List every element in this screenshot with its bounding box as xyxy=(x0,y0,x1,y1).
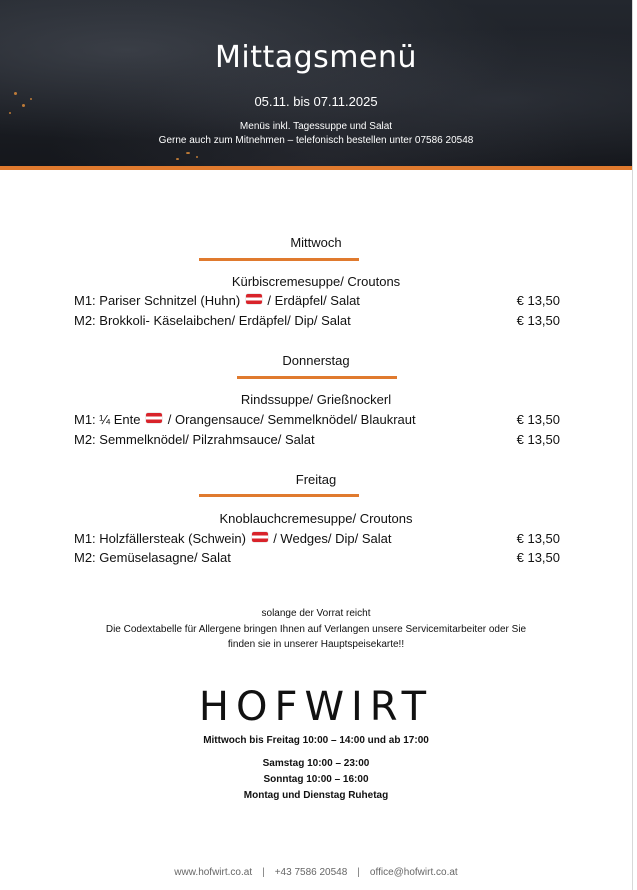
price: € 13,50 xyxy=(516,293,560,308)
hours-saturday: Samstag 10:00 – 23:00 xyxy=(262,758,370,769)
brand-logo: HOFWIRT xyxy=(198,684,434,730)
menu-row-mittwoch-m2 xyxy=(74,313,560,331)
website-link[interactable]: www.hofwirt.co.at xyxy=(174,867,253,878)
page-title: Mittagsmenü xyxy=(214,40,417,75)
austria-flag-icon xyxy=(146,413,162,423)
day-heading-mittwoch: Mittwoch xyxy=(290,235,342,250)
day-divider xyxy=(237,376,397,379)
day-heading-freitag: Freitag xyxy=(295,472,337,487)
menu-row-donnerstag-m2 xyxy=(74,432,560,450)
header-note-takeaway: Gerne auch zum Mitnehmen – telefonisch bestellen unter 07586 20548 xyxy=(158,135,474,146)
hours-weekdays: Mittwoch bis Freitag 10:00 – 14:00 und ab 17:00 xyxy=(203,735,429,746)
contact-footer xyxy=(0,867,632,878)
spark-decoration xyxy=(196,156,198,158)
dish-text: M1: Pariser Schnitzel (Huhn) / Erdäpfel/ Salat xyxy=(74,293,360,308)
hours-closed: Montag und Dienstag Ruhetag xyxy=(243,790,389,801)
date-range: 05.11. bis 07.11.2025 xyxy=(254,94,378,109)
header-banner xyxy=(0,0,632,166)
price: € 13,50 xyxy=(516,313,560,328)
price: € 13,50 xyxy=(516,531,560,546)
dish-text: M1: Holzfällersteak (Schwein) / Wedges/ Dip/ Salat xyxy=(74,531,392,546)
day-divider xyxy=(199,494,359,497)
separator: | xyxy=(357,867,360,878)
austria-flag-icon xyxy=(246,294,262,304)
spark-decoration xyxy=(186,152,190,154)
soup-donnerstag: Rindssuppe/ Grießnockerl xyxy=(240,392,392,407)
separator: | xyxy=(262,867,265,878)
price: € 13,50 xyxy=(516,432,560,447)
day-heading-donnerstag: Donnerstag xyxy=(282,353,350,368)
menu-row-donnerstag-m1 xyxy=(74,412,560,430)
spark-decoration xyxy=(176,158,179,160)
price: € 13,50 xyxy=(516,412,560,427)
email-link[interactable]: office@hofwirt.co.at xyxy=(369,867,458,878)
soup-mittwoch: Kürbiscremesuppe/ Croutons xyxy=(231,274,401,289)
note-supply: solange der Vorrat reicht xyxy=(261,608,371,619)
note-allergens-cont: finden sie in unserer Hauptspeisekarte!! xyxy=(227,639,405,650)
menu-row-freitag-m2 xyxy=(74,550,560,568)
menu-row-mittwoch-m1 xyxy=(74,293,560,311)
day-divider xyxy=(199,258,359,261)
price: € 13,50 xyxy=(516,550,560,565)
dish-text: M2: Semmelknödel/ Pilzrahmsauce/ Salat xyxy=(74,432,315,447)
soup-freitag: Knoblauchcremesuppe/ Croutons xyxy=(219,511,413,526)
dish-text: M2: Gemüselasagne/ Salat xyxy=(74,550,231,565)
menu-row-freitag-m1 xyxy=(74,531,560,549)
spark-decoration xyxy=(9,112,11,114)
austria-flag-icon xyxy=(252,532,268,542)
header-note-included: Menüs inkl. Tagessuppe und Salat xyxy=(239,121,393,132)
note-allergens: Die Codextabelle für Allergene bringen Ihnen auf Verlangen unsere Servicemitarbeiter oder Sie xyxy=(105,624,527,635)
dish-text: M1: ¼ Ente / Orangensauce/ Semmelknödel/ Blaukraut xyxy=(74,412,416,427)
header-divider xyxy=(0,166,632,170)
dish-text: M2: Brokkoli- Käselaibchen/ Erdäpfel/ Dip/ Salat xyxy=(74,313,351,328)
hours-sunday: Sonntag 10:00 – 16:00 xyxy=(263,774,369,785)
phone-number[interactable]: +43 7586 20548 xyxy=(274,867,348,878)
